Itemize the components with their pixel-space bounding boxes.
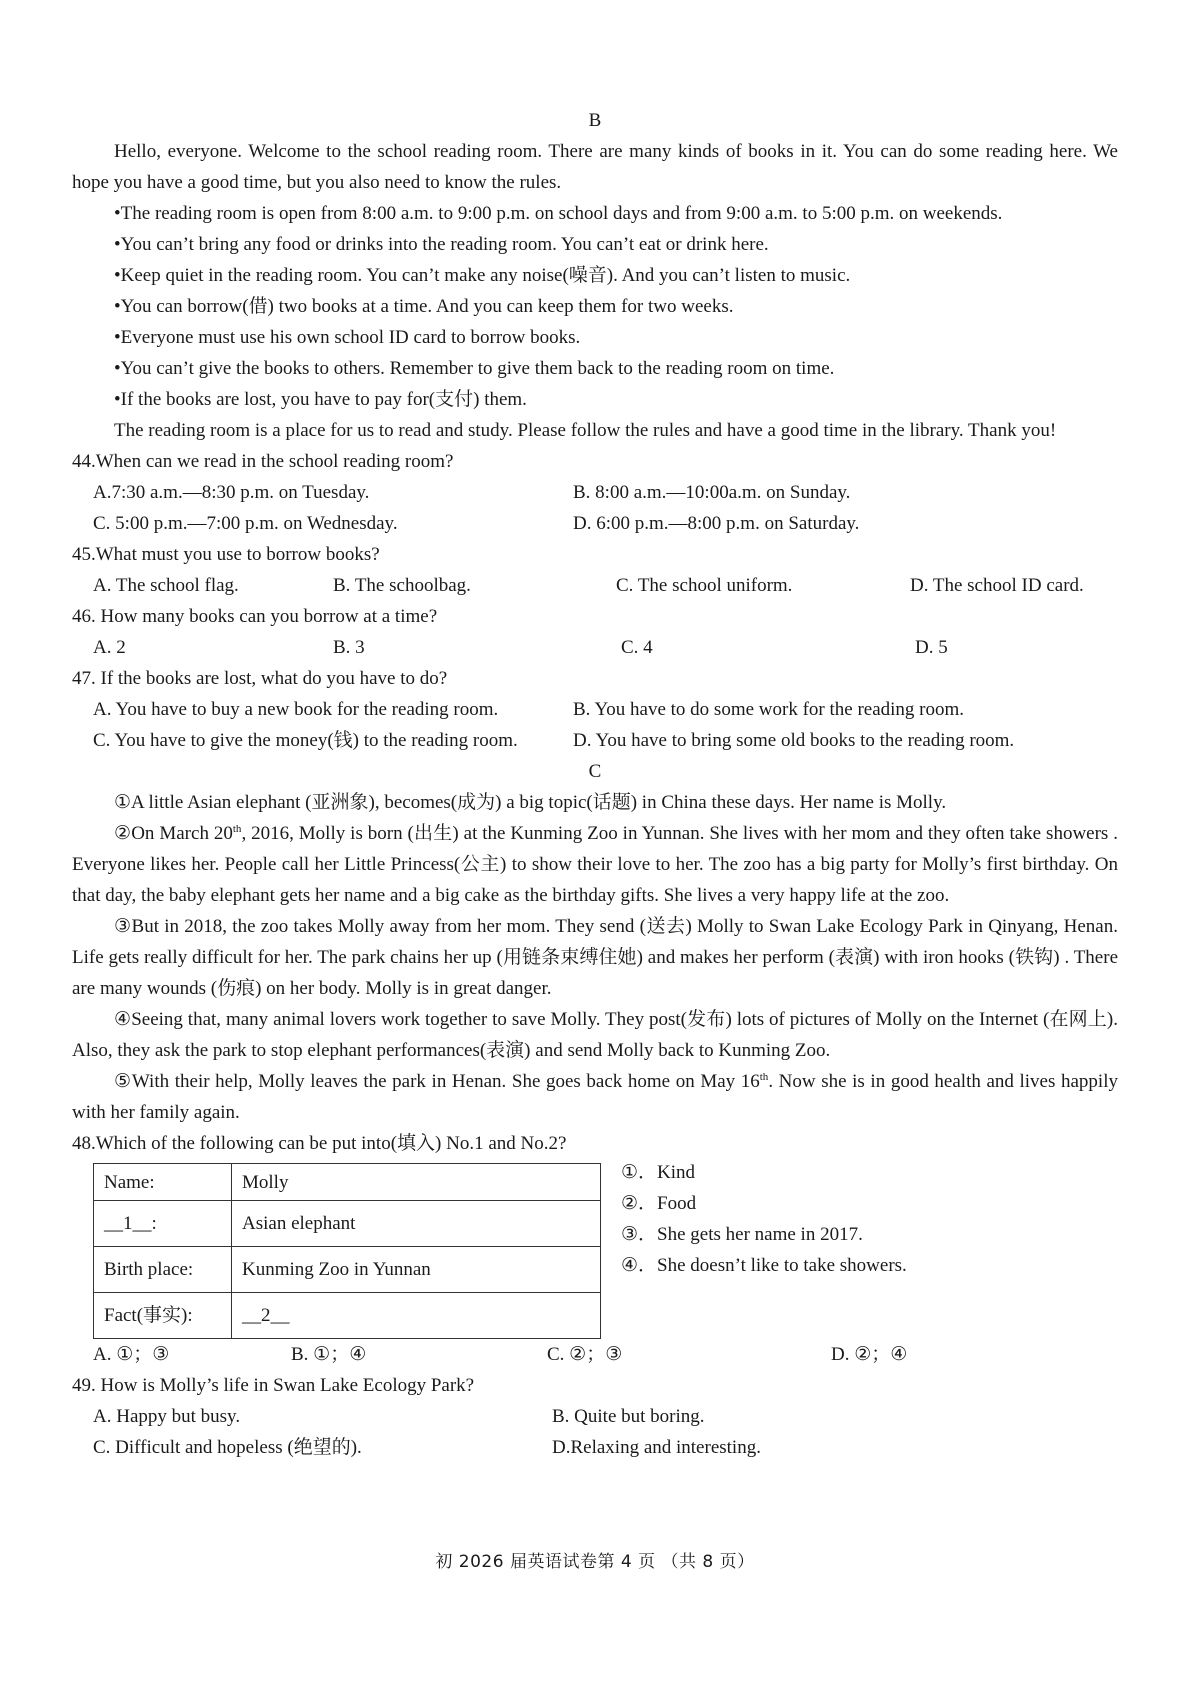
option-a[interactable]: A. ①；③ xyxy=(93,1344,170,1365)
option-a[interactable]: A. You have to buy a new book for the reading room. xyxy=(93,699,499,720)
option-b[interactable]: B. The schoolbag. xyxy=(333,575,471,596)
option-b[interactable]: B. 3 xyxy=(333,637,365,658)
table-cell: Fact(事实): xyxy=(94,1293,232,1339)
passage-c-paragraph-5: ⑤With their help, Molly leaves the park in Henan. She goes back home on May 16th. Now she is in good health and lives happily with her family again. xyxy=(72,1071,1118,1123)
question-46-stem: 46. How many books can you borrow at a time? xyxy=(72,606,438,627)
question-44-options-row2 xyxy=(72,508,1118,539)
table-cell: __1__: xyxy=(94,1201,232,1247)
question-45-stem: 45.What must you use to borrow books? xyxy=(72,544,380,565)
option-c[interactable]: C. The school uniform. xyxy=(616,575,793,596)
passage-c-paragraph-4: ④Seeing that, many animal lovers work together to save Molly. They post(发布) lots of pictures of Molly on the Internet (在网上). Also, they ask the park to stop elephant performances(表演) and send Molly back to Kunming Zoo. xyxy=(72,1009,1118,1061)
option-b[interactable]: B. ①；④ xyxy=(291,1344,367,1365)
question-46-options xyxy=(72,632,1118,663)
passage-c-heading: C xyxy=(588,761,602,782)
option-a[interactable]: A. Happy but busy. xyxy=(93,1406,241,1427)
table-row xyxy=(94,1164,601,1201)
option-d[interactable]: D. You have to bring some old books to the reading room. xyxy=(573,730,1015,751)
list-item: ③．She gets her name in 2017. xyxy=(621,1224,863,1245)
table-row xyxy=(94,1293,601,1339)
question-48-stem: 48.Which of the following can be put into(填入) No.1 and No.2? xyxy=(72,1133,567,1154)
option-d[interactable]: D. The school ID card. xyxy=(910,575,1084,596)
question-47-stem: 47. If the books are lost, what do you have to do? xyxy=(72,668,448,689)
question-45-options xyxy=(72,570,1118,601)
option-c[interactable]: C. 5:00 p.m.—7:00 p.m. on Wednesday. xyxy=(93,513,398,534)
page-footer: 初 2026 届英语试卷第 4 页 （共 8 页） xyxy=(435,1552,755,1572)
table-cell: Name: xyxy=(94,1164,232,1201)
question-44-options-row1 xyxy=(72,477,1118,508)
rule-item: •You can’t give the books to others. Remember to give them back to the reading room on time. xyxy=(114,358,835,379)
table-cell: Asian elephant xyxy=(232,1201,601,1247)
option-c[interactable]: C. ②；③ xyxy=(547,1344,623,1365)
rule-item: •You can borrow(借) two books at a time. And you can keep them for two weeks. xyxy=(114,296,734,317)
question-44-stem: 44.When can we read in the school reading room? xyxy=(72,451,454,472)
option-d[interactable]: D. 6:00 p.m.—8:00 p.m. on Saturday. xyxy=(573,513,860,534)
option-a[interactable]: A.7:30 a.m.—8:30 p.m. on Tuesday. xyxy=(93,482,370,503)
passage-c-paragraph-2: ②On March 20th, 2016, Molly is born (出生) at the Kunming Zoo in Yunnan. She lives with her mom and they often take showers . Everyone likes her. People call her Little Princess(公主) to show their love to her. The zoo has a big party for Molly’s first birthday. On that day, the baby elephant gets her name and a big cake as the birthday gifts. She lives a very happy life at the zoo. xyxy=(72,823,1118,906)
list-item: ①．Kind xyxy=(621,1162,696,1183)
question-48-content xyxy=(72,1163,1118,1339)
option-b[interactable]: B. You have to do some work for the reading room. xyxy=(573,699,965,720)
rule-item: •The reading room is open from 8:00 a.m. to 9:00 p.m. on school days and from 9:00 a.m. to 5:00 p.m. on weekends. xyxy=(114,203,1003,224)
option-d[interactable]: D. ②；④ xyxy=(831,1344,908,1365)
table-cell: Molly xyxy=(232,1164,601,1201)
passage-b-heading: B xyxy=(588,110,602,131)
option-b[interactable]: B. 8:00 a.m.—10:00a.m. on Sunday. xyxy=(573,482,851,503)
table-row xyxy=(94,1247,601,1293)
rule-item: •Keep quiet in the reading room. You can’t make any noise(噪音). And you can’t listen to music. xyxy=(114,265,851,286)
option-a[interactable]: A. The school flag. xyxy=(93,575,239,596)
question-47-options-row1 xyxy=(72,694,1118,725)
question-49-stem: 49. How is Molly’s life in Swan Lake Ecology Park? xyxy=(72,1375,475,1396)
question-48-choice-list xyxy=(621,1157,907,1339)
rule-item: •Everyone must use his own school ID card to borrow books. xyxy=(114,327,581,348)
option-b[interactable]: B. Quite but boring. xyxy=(552,1406,705,1427)
question-49-options-row2 xyxy=(72,1432,1118,1463)
rule-item: •If the books are lost, you have to pay for(支付) them. xyxy=(114,389,527,410)
table-cell: __2__ xyxy=(232,1293,601,1339)
option-c[interactable]: C. 4 xyxy=(621,637,653,658)
molly-info-table xyxy=(93,1163,601,1339)
question-48-options xyxy=(72,1339,1118,1370)
option-c[interactable]: C. You have to give the money(钱) to the reading room. xyxy=(93,730,518,751)
question-47-options-row2 xyxy=(72,725,1118,756)
table-cell: Kunming Zoo in Yunnan xyxy=(232,1247,601,1293)
list-item: ②．Food xyxy=(621,1193,697,1214)
option-d[interactable]: D. 5 xyxy=(915,637,948,658)
rule-item: •You can’t bring any food or drinks into the reading room. You can’t eat or drink here. xyxy=(114,234,769,255)
table-row xyxy=(94,1201,601,1247)
passage-b-closing: The reading room is a place for us to read and study. Please follow the rules and have a good time in the library. Thank you! xyxy=(114,420,1057,441)
list-item: ④．She doesn’t like to take showers. xyxy=(621,1255,907,1276)
option-c[interactable]: C. Difficult and hopeless (绝望的). xyxy=(93,1437,362,1458)
option-a[interactable]: A. 2 xyxy=(93,637,126,658)
passage-b-intro: Hello, everyone. Welcome to the school reading room. There are many kinds of books in it. You can do some reading here. We hope you have a good time, but you also need to know the rules. xyxy=(72,141,1118,193)
option-d[interactable]: D.Relaxing and interesting. xyxy=(552,1437,761,1458)
passage-c-paragraph-3: ③But in 2018, the zoo takes Molly away from her mom. They send (送去) Molly to Swan Lake Ecology Park in Qinyang, Henan. Life gets really difficult for her. The park chains her up (用链条束缚住她) and makes her perform (表演) with iron hooks (铁钩) . There are many wounds (伤痕) on her body. Molly is in great danger. xyxy=(72,916,1118,999)
exam-page xyxy=(72,105,1118,1463)
passage-c-paragraph-1: ①A little Asian elephant (亚洲象), becomes(成为) a big topic(话题) in China these days. Her name is Molly. xyxy=(114,792,947,813)
table-cell: Birth place: xyxy=(94,1247,232,1293)
question-49-options-row1 xyxy=(72,1401,1118,1432)
